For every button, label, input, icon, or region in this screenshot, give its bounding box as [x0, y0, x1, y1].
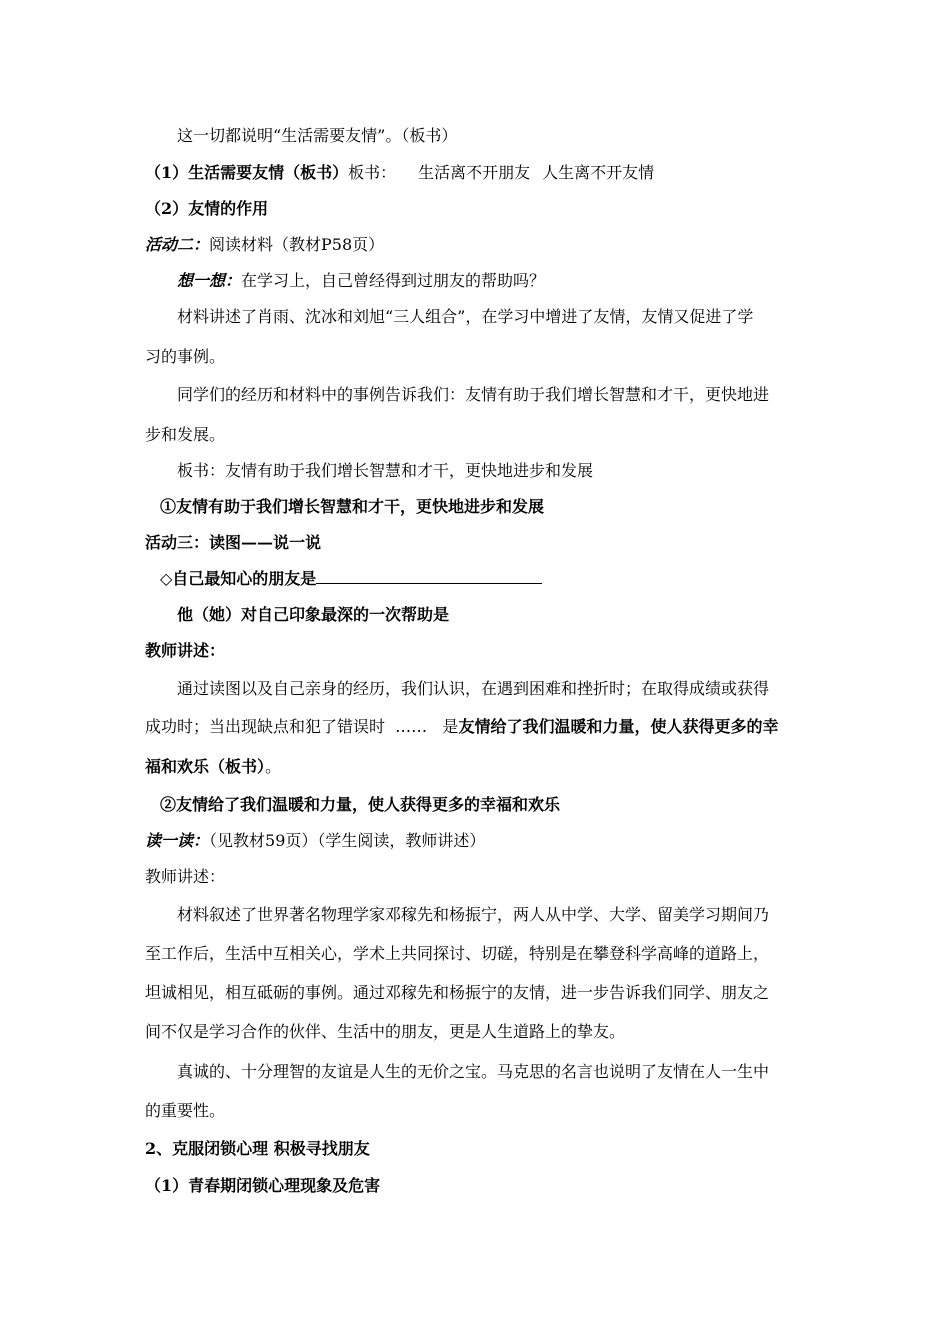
- text: 阅读材料（教材P58页）: [209, 235, 385, 254]
- text: 在学习上，自己曾经得到过朋友的帮助吗？: [241, 271, 546, 290]
- think-label: 想一想：: [177, 271, 242, 290]
- paragraph: 材料讲述了肖雨、沈冰和刘旭“三人组合”，在学习中增进了友情，友情又促进了学: [177, 307, 754, 326]
- paragraph-cont: [145, 717, 815, 737]
- paragraph-cont: 的重要性。: [145, 1101, 226, 1120]
- heading-life-needs-friendship: [145, 163, 815, 183]
- text: 。: [265, 757, 282, 776]
- paragraph: 通过读图以及自己亲身的经历，我们认识，在遇到困难和挫折时；在取得成绩或获得: [177, 679, 770, 698]
- paragraph: 真诚的、十分理智的友谊是人生的无价之宝。马克思的名言也说明了友情在人一生中: [177, 1062, 770, 1081]
- text: 人生离不开友情: [542, 163, 655, 182]
- paragraph: 板书：友情有助于我们增长智慧和才干，更快地进步和发展: [177, 461, 594, 480]
- text: ◇自己最知心的朋友是: [160, 569, 317, 588]
- section-heading-2: 2、克服闭锁心理 积极寻找朋友: [145, 1139, 370, 1158]
- bold-text: 福和欢乐（板书）: [145, 757, 266, 776]
- subsection-heading: （1）青春期闭锁心理现象及危害: [145, 1176, 381, 1195]
- text: 成功时；当出现缺点和犯了错误时 …… 是: [145, 717, 459, 736]
- text: （见教材59页）（学生阅读，教师讲述）: [209, 831, 486, 850]
- text: 板书：: [348, 163, 397, 182]
- fill-in-blank: [316, 569, 542, 584]
- paragraph-cont: 习的事例。: [145, 347, 226, 366]
- teacher-narration-heading: 教师讲述：: [145, 641, 226, 660]
- teacher-narration: 教师讲述：: [145, 867, 226, 886]
- read-line: [145, 831, 815, 851]
- activity-three-heading: 活动三：读图——说一说: [145, 533, 322, 552]
- bold-text: 友情给了我们温暖和力量，使人获得更多的幸: [458, 717, 779, 736]
- activity-two-line: [145, 235, 815, 255]
- paragraph-cont: [145, 757, 815, 777]
- point-one: ①友情有助于我们增长智慧和才干，更快地进步和发展: [160, 497, 545, 516]
- text: 生活离不开朋友: [418, 163, 531, 182]
- heading-friendship-role: （2）友情的作用: [145, 199, 269, 218]
- paragraph: 这一切都说明“生活需要友情”。（板书）: [177, 126, 458, 145]
- read-label: 读一读：: [145, 831, 210, 850]
- help-prompt: 他（她）对自己印象最深的一次帮助是: [177, 605, 450, 624]
- point-two: ②友情给了我们温暖和力量，使人获得更多的幸福和欢乐: [160, 795, 561, 814]
- paragraph: 材料叙述了世界著名物理学家邓稼先和杨振宁，两人从中学、大学、留美学习期间乃: [177, 905, 770, 924]
- paragraph-cont: 间不仅是学习合作的伙伴、生活中的朋友，更是人生道路上的挚友。: [145, 1022, 626, 1041]
- paragraph-cont: 步和发展。: [145, 425, 226, 444]
- paragraph-cont: 至工作后，生活中互相关心，学术上共同探讨、切磋，特别是在攀登科学高峰的道路上，: [145, 944, 770, 963]
- think-line: [177, 271, 847, 291]
- bold-text: （1）生活需要友情（板书）: [145, 163, 349, 182]
- activity-label: 活动二：: [145, 235, 210, 254]
- close-friend-prompt: [160, 569, 830, 589]
- paragraph-cont: 坦诚相见，相互砥砺的事例。通过邓稼先和杨振宁的友情，进一步告诉我们同学、朋友之: [145, 983, 770, 1002]
- paragraph: 同学们的经历和材料中的事例告诉我们：友情有助于我们增长智慧和才干，更快地进: [177, 385, 770, 404]
